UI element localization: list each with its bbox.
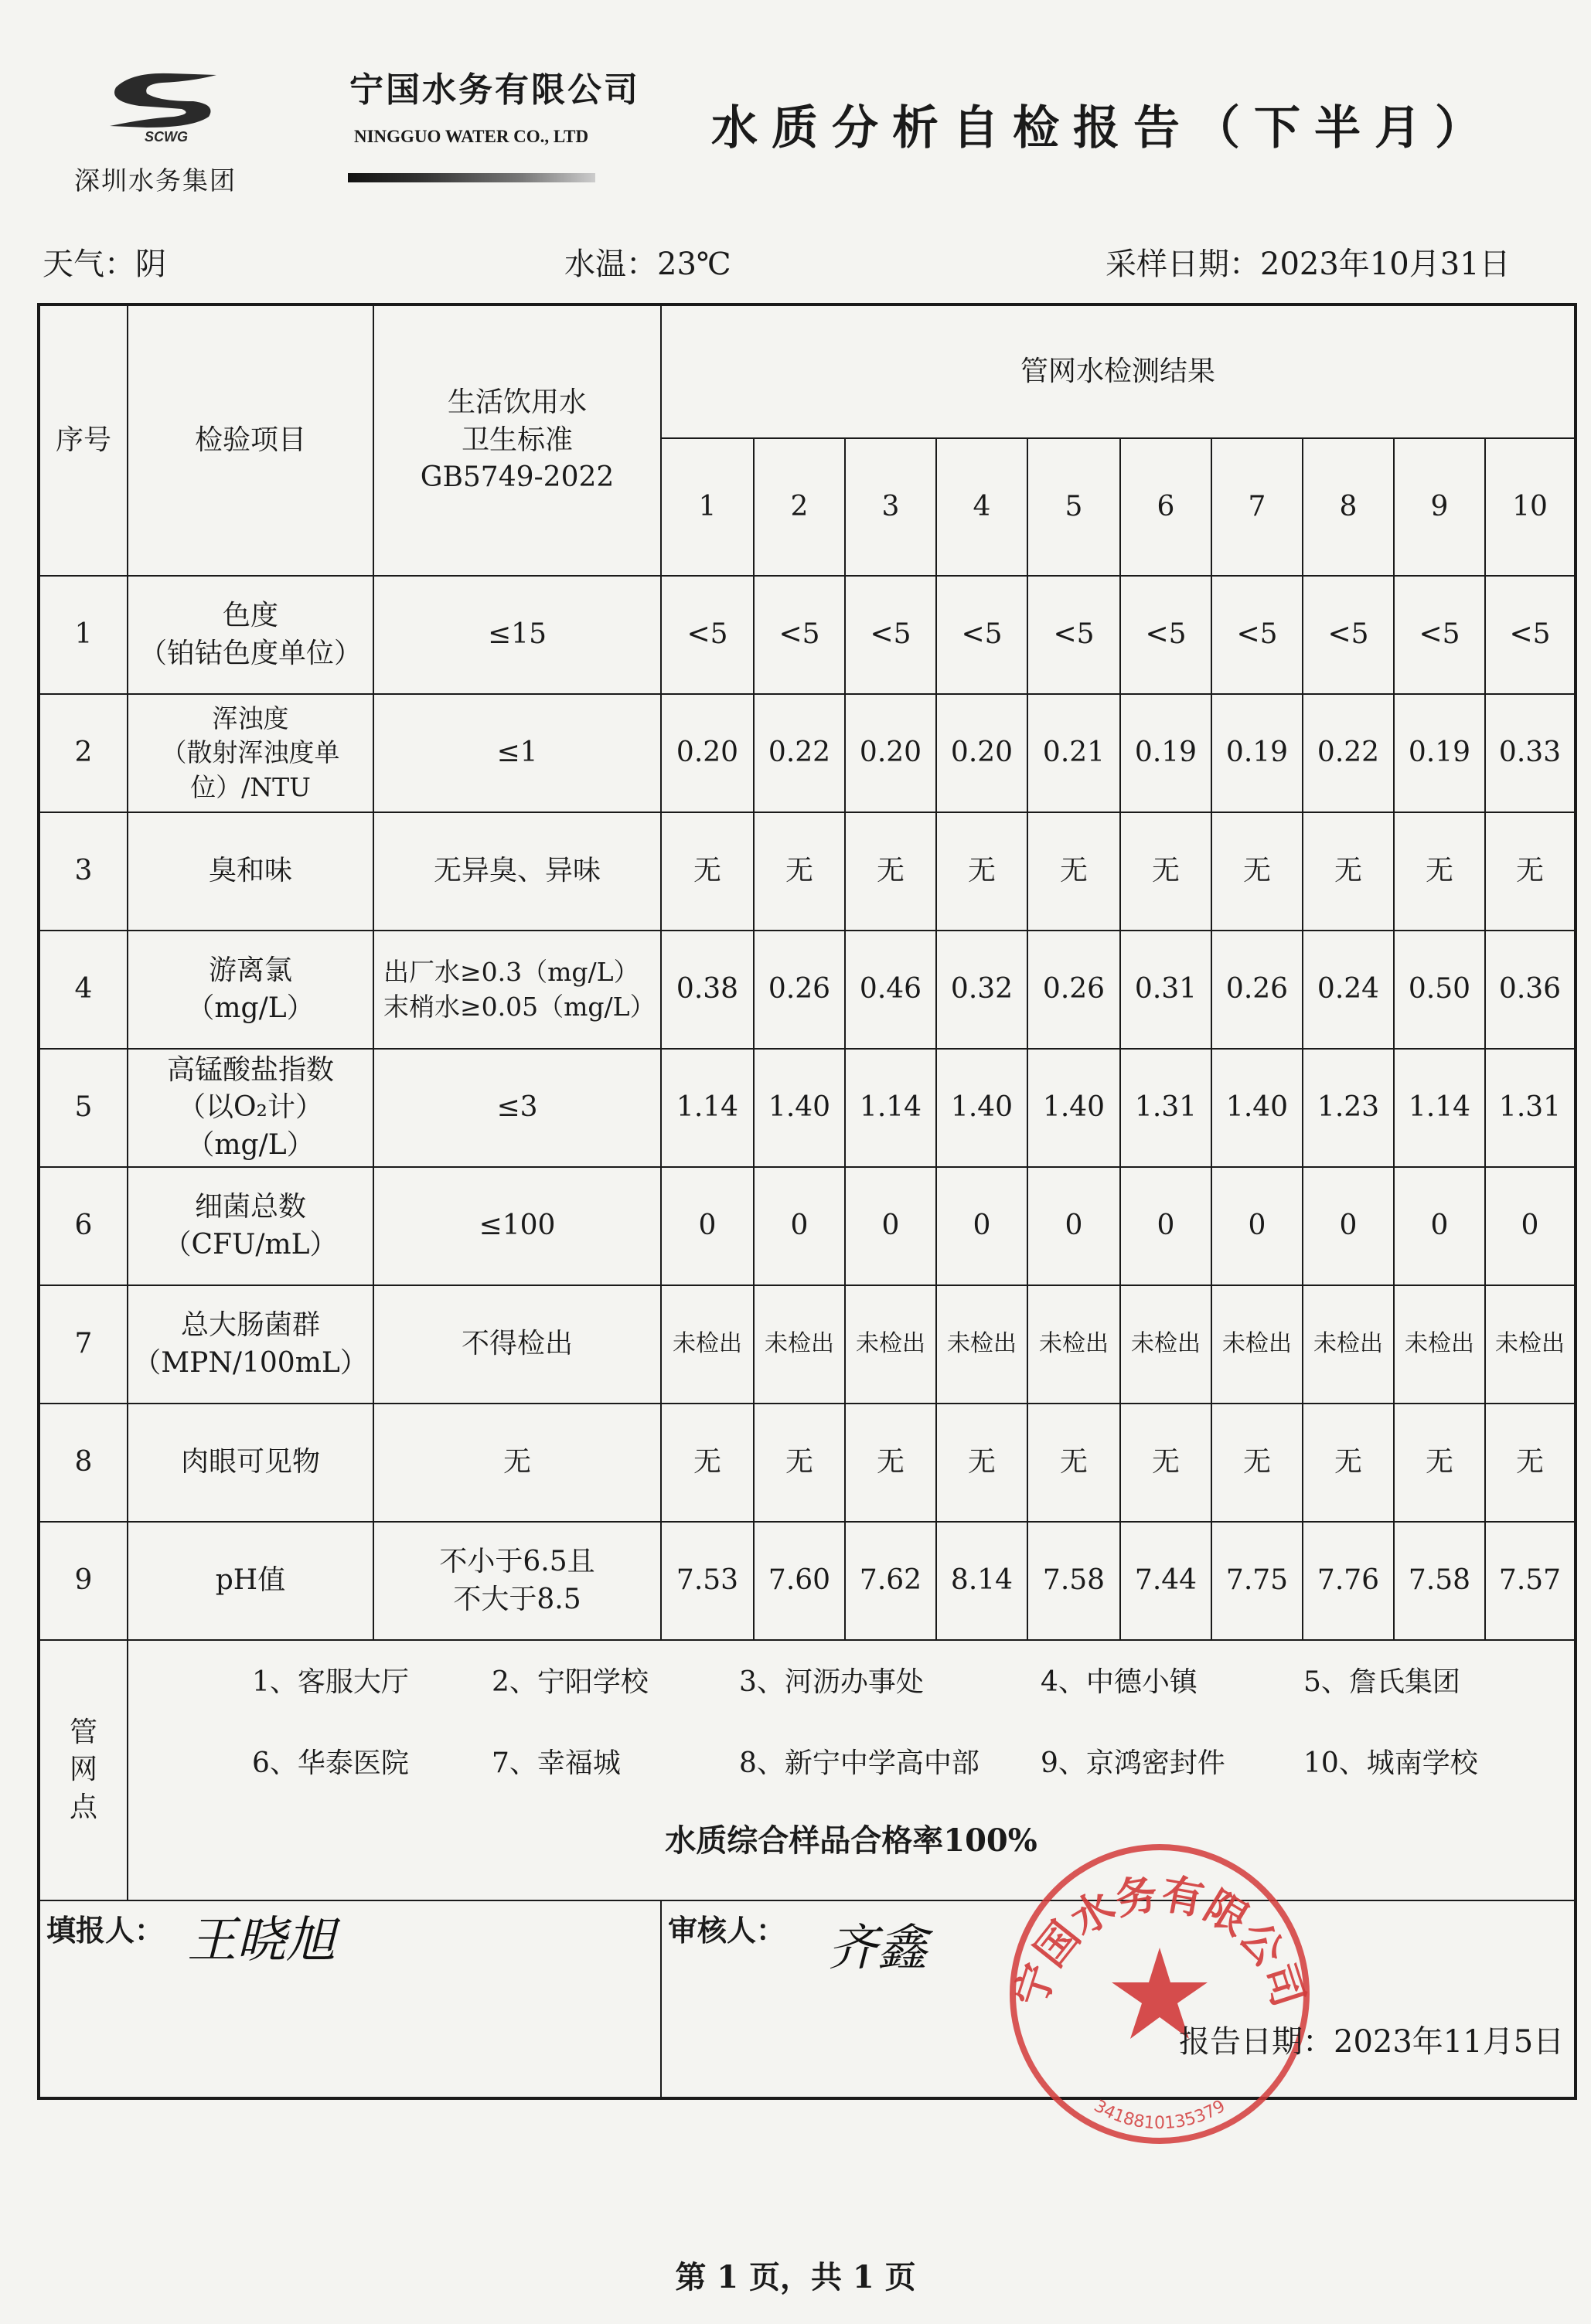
filler-cell <box>39 1900 661 2098</box>
standard-cell: ≤3 <box>373 1049 661 1167</box>
result-cell: 无 <box>754 812 845 931</box>
result-cell: 无 <box>1394 812 1485 931</box>
site-item: 8、新宁中学高中部 <box>739 1747 979 1779</box>
result-cell: 未检出 <box>1485 1285 1576 1404</box>
header-item: 检验项目 <box>128 305 373 576</box>
result-cell: <5 <box>1303 576 1394 694</box>
result-cell: 未检出 <box>661 1285 754 1404</box>
result-cell: 无 <box>661 1404 754 1522</box>
point-number-cell: 2 <box>754 438 845 576</box>
svg-text:宁国水务有限公司: 宁国水务有限公司 <box>1006 1869 1313 2013</box>
svg-text:3418810135379: 3418810135379 <box>1090 2096 1229 2134</box>
item-cell: 总大肠菌群 （MPN/100mL） <box>128 1285 373 1404</box>
standard-cell: 出厂水≥0.3（mg/L） 末梢水≥0.05（mg/L） <box>373 931 661 1049</box>
seq-cell: 8 <box>39 1404 128 1522</box>
point-number-cell: 5 <box>1027 438 1120 576</box>
result-cell: 0.36 <box>1485 931 1576 1049</box>
seq-cell: 5 <box>39 1049 128 1167</box>
sites-label: 管 网 点 <box>39 1640 128 1900</box>
item-cell: 高锰酸盐指数 （以O₂计）（mg/L） <box>128 1049 373 1167</box>
result-cell: 1.14 <box>845 1049 936 1167</box>
result-cell: 无 <box>1303 812 1394 931</box>
header-seq: 序号 <box>39 305 128 576</box>
result-cell: 7.75 <box>1211 1522 1303 1640</box>
filler-label: 填报人： <box>46 1913 165 1948</box>
result-cell: 1.23 <box>1303 1049 1394 1167</box>
table-row <box>39 1285 1576 1404</box>
result-cell: 7.53 <box>661 1522 754 1640</box>
point-number-cell: 3 <box>845 438 936 576</box>
site-item: 6、华泰医院 <box>252 1747 409 1779</box>
result-cell: 0.19 <box>1394 694 1485 812</box>
point-number-cell: 8 <box>1303 438 1394 576</box>
result-cell: 无 <box>936 812 1027 931</box>
result-cell: 0.26 <box>754 931 845 1049</box>
site-item: 3、河沥办事处 <box>739 1666 924 1698</box>
site-item: 4、中德小镇 <box>1041 1666 1198 1698</box>
weather: 天气：阴 <box>43 247 166 282</box>
standard-cell: 不得检出 <box>373 1285 661 1404</box>
shenzhen-water-group-logo <box>101 66 232 143</box>
page-number: 第 1 页，共 1 页 <box>675 2259 916 2295</box>
site-item: 7、幸福城 <box>492 1747 621 1779</box>
standard-cell: 不小于6.5且 不大于8.5 <box>373 1522 661 1640</box>
filler-signature: 王晓旭 <box>187 1912 336 1969</box>
result-cell: 0.20 <box>936 694 1027 812</box>
point-number-cell: 4 <box>936 438 1027 576</box>
table-row <box>39 576 1576 694</box>
result-cell: 7.62 <box>845 1522 936 1640</box>
standard-cell: ≤1 <box>373 694 661 812</box>
result-cell: 无 <box>1394 1404 1485 1522</box>
point-number-cell: 1 <box>661 438 754 576</box>
result-cell: 7.44 <box>1120 1522 1211 1640</box>
table-row <box>39 1522 1576 1640</box>
result-cell: <5 <box>1394 576 1485 694</box>
result-cell: 无 <box>1485 812 1576 931</box>
table-row <box>39 1167 1576 1285</box>
water-temperature: 水温：23℃ <box>564 247 731 282</box>
result-cell: 0.32 <box>936 931 1027 1049</box>
result-cell: 1.31 <box>1485 1049 1576 1167</box>
seq-cell: 3 <box>39 812 128 931</box>
header-divider-bar <box>348 173 595 182</box>
point-number-cell: 7 <box>1211 438 1303 576</box>
result-cell: 1.40 <box>1211 1049 1303 1167</box>
result-cell: 未检出 <box>1027 1285 1120 1404</box>
result-cell: 无 <box>754 1404 845 1522</box>
result-cell: 无 <box>1120 812 1211 931</box>
sites-cell <box>128 1640 1576 1900</box>
site-item: 10、城南学校 <box>1303 1747 1478 1779</box>
point-number-cell: 6 <box>1120 438 1211 576</box>
result-cell: 0.26 <box>1211 931 1303 1049</box>
result-cell: 无 <box>845 1404 936 1522</box>
company-stamp <box>997 1832 1322 2156</box>
result-cell: 未检出 <box>936 1285 1027 1404</box>
result-cell: 0.33 <box>1485 694 1576 812</box>
result-cell: 0 <box>845 1167 936 1285</box>
result-cell: 0.20 <box>845 694 936 812</box>
table-row <box>39 694 1576 812</box>
result-cell: 0 <box>936 1167 1027 1285</box>
result-cell: 无 <box>1211 1404 1303 1522</box>
item-cell: 色度 （铂钴色度单位） <box>128 576 373 694</box>
water-quality-table <box>37 303 1577 2100</box>
reviewer-label: 审核人： <box>668 1913 786 1948</box>
company-name-cn: 宁国水务有限公司 <box>349 70 640 110</box>
table-row <box>39 1049 1576 1167</box>
site-item: 9、京鸿密封件 <box>1041 1747 1225 1779</box>
standard-cell: ≤100 <box>373 1167 661 1285</box>
group-name: 深圳水务集团 <box>74 165 237 196</box>
result-cell: <5 <box>1485 576 1576 694</box>
result-cell: 无 <box>1027 1404 1120 1522</box>
result-cell: 0 <box>1485 1167 1576 1285</box>
site-item: 2、宁阳学校 <box>492 1666 649 1698</box>
table-row <box>39 812 1576 931</box>
result-cell: 0.38 <box>661 931 754 1049</box>
item-cell: 游离氯 （mg/L） <box>128 931 373 1049</box>
svg-text:SCWG: SCWG <box>145 129 188 143</box>
result-cell: 无 <box>936 1404 1027 1522</box>
result-cell: 7.57 <box>1485 1522 1576 1640</box>
point-number-cell: 10 <box>1485 438 1576 576</box>
seq-cell: 9 <box>39 1522 128 1640</box>
result-cell: 0 <box>1303 1167 1394 1285</box>
seq-cell: 4 <box>39 931 128 1049</box>
result-cell: 未检出 <box>1394 1285 1485 1404</box>
report-date: 报告日期：2023年11月5日 <box>1179 2024 1565 2060</box>
result-cell: 无 <box>1211 812 1303 931</box>
result-cell: 无 <box>1485 1404 1576 1522</box>
result-cell: 0.31 <box>1120 931 1211 1049</box>
site-item: 1、客服大厅 <box>252 1666 409 1698</box>
item-cell: 细菌总数 （CFU/mL） <box>128 1167 373 1285</box>
result-cell: <5 <box>1027 576 1120 694</box>
result-cell: 0.24 <box>1303 931 1394 1049</box>
result-cell: 7.60 <box>754 1522 845 1640</box>
result-cell: <5 <box>1211 576 1303 694</box>
result-cell: <5 <box>936 576 1027 694</box>
result-cell: 1.40 <box>754 1049 845 1167</box>
result-cell: 未检出 <box>1211 1285 1303 1404</box>
result-cell: 7.76 <box>1303 1522 1394 1640</box>
point-number-cell: 9 <box>1394 438 1485 576</box>
result-cell: <5 <box>754 576 845 694</box>
table-row <box>39 931 1576 1049</box>
result-cell: 0.46 <box>845 931 936 1049</box>
result-cell: 1.14 <box>1394 1049 1485 1167</box>
result-cell: 0.22 <box>754 694 845 812</box>
result-cell: 无 <box>1303 1404 1394 1522</box>
item-cell: 浑浊度 （散射浑浊度单 位）/NTU <box>128 694 373 812</box>
result-cell: 7.58 <box>1027 1522 1120 1640</box>
result-cell: 无 <box>845 812 936 931</box>
result-cell: 0 <box>1120 1167 1211 1285</box>
reviewer-signature: 齐鑫 <box>828 1920 927 1977</box>
result-cell: 0.19 <box>1211 694 1303 812</box>
result-cell: 0 <box>1211 1167 1303 1285</box>
result-cell: 1.40 <box>1027 1049 1120 1167</box>
standard-cell: 无异臭、异味 <box>373 812 661 931</box>
result-cell: 7.58 <box>1394 1522 1485 1640</box>
result-cell: <5 <box>1120 576 1211 694</box>
result-cell: 8.14 <box>936 1522 1027 1640</box>
result-cell: 0.21 <box>1027 694 1120 812</box>
sample-date: 采样日期：2023年10月31日 <box>1106 247 1511 282</box>
result-cell: 0.26 <box>1027 931 1120 1049</box>
result-cell: 1.40 <box>936 1049 1027 1167</box>
seq-cell: 7 <box>39 1285 128 1404</box>
site-item: 5、詹氏集团 <box>1303 1666 1460 1698</box>
result-cell: 无 <box>1027 812 1120 931</box>
result-cell: 无 <box>661 812 754 931</box>
result-cell: 1.31 <box>1120 1049 1211 1167</box>
result-cell: 0 <box>661 1167 754 1285</box>
result-cell: 0.19 <box>1120 694 1211 812</box>
company-name-en: NINGGUO WATER CO., LTD <box>354 127 589 146</box>
item-cell: 肉眼可见物 <box>128 1404 373 1522</box>
standard-cell: 无 <box>373 1404 661 1522</box>
result-cell: 0 <box>1027 1167 1120 1285</box>
result-cell: <5 <box>845 576 936 694</box>
result-cell: 0.20 <box>661 694 754 812</box>
seq-cell: 2 <box>39 694 128 812</box>
report-title: 水质分析自检报告（下半月） <box>711 101 1495 155</box>
result-cell: 0 <box>754 1167 845 1285</box>
result-cell: 无 <box>1120 1404 1211 1522</box>
seq-cell: 6 <box>39 1167 128 1285</box>
result-cell: 未检出 <box>845 1285 936 1404</box>
seq-cell: 1 <box>39 576 128 694</box>
result-cell: 1.14 <box>661 1049 754 1167</box>
header-standard: 生活饮用水 卫生标准 GB5749-2022 <box>373 305 661 576</box>
pass-rate: 水质综合样品合格率100% <box>665 1822 1037 1859</box>
item-cell: 臭和味 <box>128 812 373 931</box>
table-row <box>39 1404 1576 1522</box>
result-cell: 0 <box>1394 1167 1485 1285</box>
result-cell: <5 <box>661 576 754 694</box>
standard-cell: ≤15 <box>373 576 661 694</box>
result-cell: 0.22 <box>1303 694 1394 812</box>
result-cell: 未检出 <box>1303 1285 1394 1404</box>
result-cell: 未检出 <box>754 1285 845 1404</box>
result-cell: 0.50 <box>1394 931 1485 1049</box>
item-cell: pH值 <box>128 1522 373 1640</box>
result-cell: 未检出 <box>1120 1285 1211 1404</box>
header-results: 管网水检测结果 <box>661 305 1576 438</box>
